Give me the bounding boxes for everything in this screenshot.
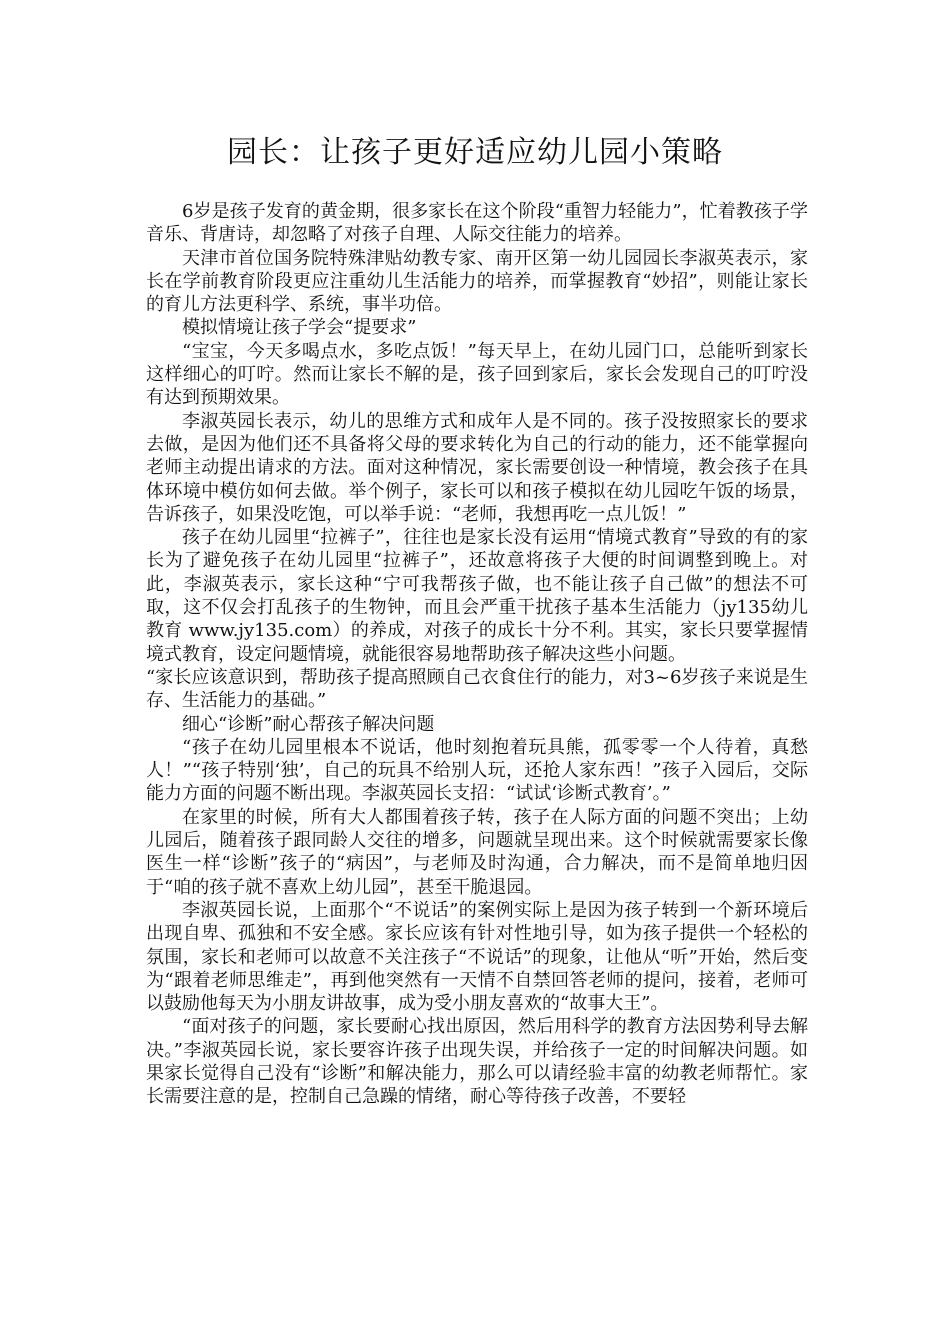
paragraph-intro: 6岁是孩子发育的黄金期，很多家长在这个阶段“重智力轻能力”，忙着教孩子学音乐、背唐诗，却忽略了对孩子自理、人际交往能力的培养。 [146,201,808,246]
paragraph-patience-advice: “面对孩子的问题，家长要耐心找出原因，然后用科学的教育方法因势利导去解决。”李淑英园长说，家长要容许孩子出现失误，并给孩子一定的时间解决问题。如果家长觉得自己没有“诊断”和解决能力，那么可以请经验丰富的幼教老师帮忙。家长需要注意的是，控制自己急躁的情绪，耐心等待孩子改善，不要轻 [146,1016,808,1108]
paragraph-home-vs-kindergarten: 在家里的时候，所有大人都围着孩子转，孩子在人际方面的问题不突出；上幼儿园后，随着孩子跟同龄人交往的增多，问题就呈现出来。这个时候就需要家长像医生一样“诊断”孩子的“病因”，与老师及时沟通，合力解决，而不是简单地归因于“咱的孩子就不喜欢上幼儿园”，甚至干脆退园。 [146,806,808,898]
paragraph-silent-child-case: 李淑英园长说，上面那个“不说话”的案例实际上是因为孩子转到一个新环境后出现自卑、孤独和不安全感。家长应该有针对性地引导，如为孩子提供一个轻松的氛围，家长和老师可以故意不关注孩子“不说话”的现象，让他从“听”开始，然后变为“跟着老师思维走”，再到他突然有一天情不自禁回答老师的提问，接着，老师可以鼓励他每天为小朋友讲故事，成为受小朋友喜欢的“故事大王”。 [146,899,808,1015]
paragraph-social-problems: “孩子在幼儿园里根本不说话，他时刻抱着玩具熊，孤零零一个人待着，真愁人！”“孩子特别‘独’，自己的玩具不给别人玩，还抢人家东西！”孩子入园后，交际能力方面的问题不断出现。李淑英园长支招：“试试‘诊断式教育’。” [146,736,808,805]
document-title: 园长：让孩子更好适应幼儿园小策略 [227,135,723,170]
paragraph-quote-basic-abilities: “家长应该意识到，帮助孩子提高照顾自己衣食住行的能力，对3~6岁孩子来说是生存、生活能力的基础。” [146,666,808,712]
paragraph-morning-reminder: “宝宝，今天多喝点水，多吃点饭！”每天早上，在幼儿园门口，总能听到家长这样细心的叮咛。然而让家长不解的是，孩子回到家后，家长会发现自己的叮咛没有达到预期效果。 [146,340,808,409]
paragraph-situational-method: 李淑英园长表示，幼儿的思维方式和成年人是不同的。孩子没按照家长的要求去做，是因为他们还不具备将父母的要求转化为自己的行动的能力，还不能掌握向老师主动提出请求的方法。面对这种情况，家长需要创设一种情境，教会孩子在具体环境中模仿如何去做。举个例子，家长可以和孩子模拟在幼儿园吃午饭的场景，告诉孩子，如果没吃饱，可以举手说：“老师，我想再吃一点儿饭！” [146,410,808,525]
section-heading-requests: 模拟情境让孩子学会“提要求” [182,317,417,339]
section-heading-diagnosis: 细心“诊断”耐心帮孩子解决问题 [182,713,435,735]
paragraph-toilet-example: 孩子在幼儿园里“拉裤子”，往往也是家长没有运用“情境式教育”导致的有的家长为了避免孩子在幼儿园里“拉裤子”，还故意将孩子大便的时间调整到晚上。对此，李淑英表示，家长这种“宁可我帮孩子做，也不能让孩子自己做”的想法不可取，这不仅会打乱孩子的生物钟，而且会严重干扰孩子基本生活能力（jy135幼儿教育 www.jy135.com）的养成，对孩子的成长十分不利。其实，家长只要掌握情境式教育，设定问题情境，就能很容易地帮助孩子解决这些小问题。 [146,527,808,665]
paragraph-expert-statement: 天津市首位国务院特殊津贴幼教专家、南开区第一幼儿园园长李淑英表示，家长在学前教育阶段更应注重幼儿生活能力的培养，而掌握教育“妙招”，则能让家长的育儿方法更科学、系统，事半功倍。 [146,247,808,316]
document-body [146,200,808,1109]
